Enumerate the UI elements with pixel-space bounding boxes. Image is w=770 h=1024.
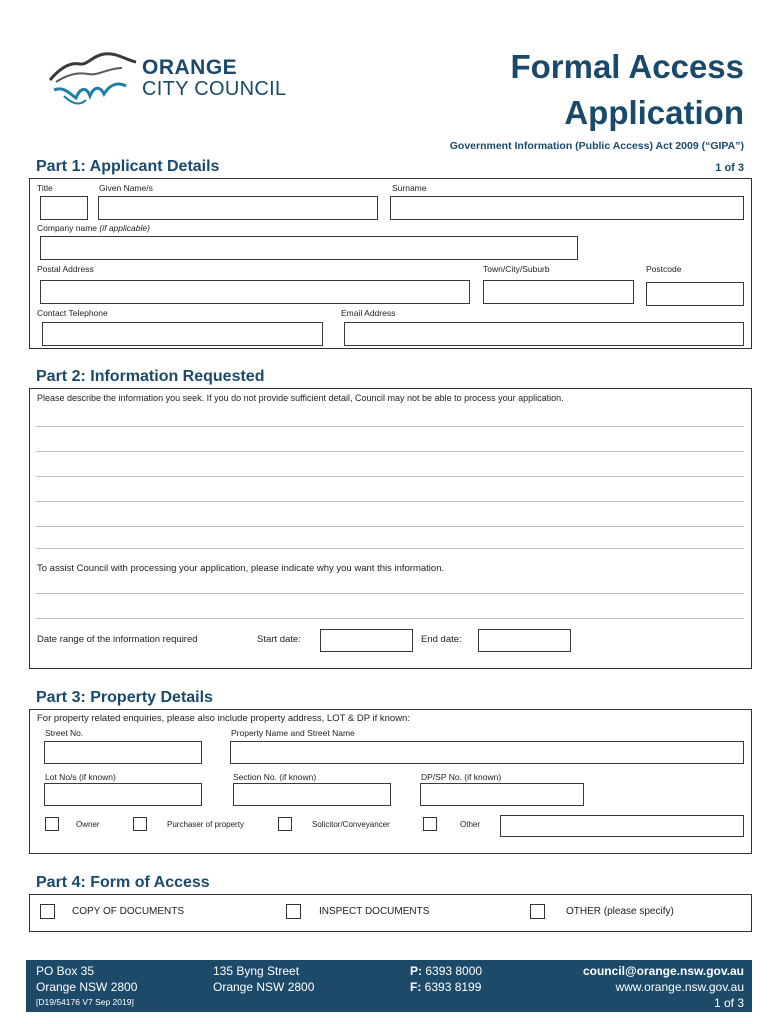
section-field[interactable] — [233, 783, 391, 806]
surname-label: Surname — [392, 183, 427, 193]
footer-website[interactable]: www.orange.nsw.gov.au — [615, 980, 744, 994]
inspect-documents-checkbox[interactable] — [286, 904, 301, 919]
act-subtitle: Government Information (Public Access) Act 2009 (“GIPA”) — [449, 140, 744, 152]
description-line-5[interactable] — [36, 526, 744, 527]
footer-ref: [D19/54176 V7 Sep 2019] — [36, 997, 134, 1007]
purchaser-checkbox[interactable] — [133, 817, 147, 831]
fax-number: 6393 8199 — [424, 980, 482, 994]
company-label-text: Company name — [37, 223, 98, 233]
property-name-label: Property Name and Street Name — [231, 728, 355, 738]
other-checkbox[interactable] — [423, 817, 437, 831]
company-label — [37, 223, 150, 233]
footer-email[interactable]: council@orange.nsw.gov.au — [582, 964, 744, 978]
footer-po-city: Orange NSW 2800 — [36, 980, 138, 994]
other-access-label: OTHER (please specify) — [566, 906, 674, 917]
other-label: Other — [460, 820, 481, 829]
other-access-checkbox[interactable] — [530, 904, 545, 919]
given-names-label: Given Name/s — [99, 183, 153, 193]
page-indicator: 1 of 3 — [715, 162, 744, 174]
postcode-label: Postcode — [646, 264, 682, 274]
footer-street: 135 Byng Street — [213, 964, 300, 978]
solicitor-label: Solicitor/Conveyancer — [312, 820, 390, 829]
postcode-field[interactable] — [646, 282, 744, 306]
lot-label: Lot No/s (if known) — [45, 772, 116, 782]
description-line-4[interactable] — [36, 501, 744, 502]
reason-line-2[interactable] — [36, 618, 744, 619]
email-label: Email Address — [341, 308, 396, 318]
description-line-1[interactable] — [36, 426, 744, 427]
phone-prefix: P: — [410, 964, 422, 978]
form-title-line1: Formal Access — [510, 48, 744, 85]
footer-page: 1 of 3 — [713, 996, 744, 1010]
council-logo — [46, 46, 316, 112]
part2-heading: Part 2: Information Requested — [36, 368, 265, 385]
footer-po-box: PO Box 35 — [36, 964, 95, 978]
phone-number: 6393 8000 — [425, 964, 483, 978]
lot-field[interactable] — [44, 783, 202, 806]
part2-section — [29, 388, 752, 669]
other-specify-field[interactable] — [500, 815, 744, 837]
footer-fax — [410, 980, 481, 994]
footer-street-city: Orange NSW 2800 — [213, 980, 315, 994]
title-field[interactable] — [40, 196, 88, 220]
inspect-documents-label: INSPECT DOCUMENTS — [319, 906, 430, 917]
logo-name-line1: ORANGE — [142, 56, 238, 79]
section-label: Section No. (if known) — [233, 772, 317, 782]
footer-phone — [410, 964, 482, 978]
postal-address-field[interactable] — [40, 280, 470, 304]
start-date-field[interactable] — [320, 629, 413, 652]
form-title-line2: Application — [564, 94, 744, 131]
copy-documents-checkbox[interactable] — [40, 904, 55, 919]
street-no-label: Street No. — [45, 728, 84, 738]
surname-field[interactable] — [390, 196, 744, 220]
logo-name-line2: CITY COUNCIL — [142, 78, 287, 100]
email-field[interactable] — [344, 322, 744, 346]
start-date-label: Start date: — [257, 634, 301, 645]
dp-field[interactable] — [420, 783, 584, 806]
end-date-label: End date: — [421, 634, 462, 645]
owner-label: Owner — [76, 820, 100, 829]
phone-label: Contact Telephone — [37, 308, 108, 318]
part4-heading: Part 4: Form of Access — [36, 874, 210, 891]
title-label: Title — [37, 183, 53, 193]
owner-checkbox[interactable] — [45, 817, 59, 831]
dp-label: DP/SP No. (if known) — [421, 772, 502, 782]
postal-address-label: Postal Address — [37, 264, 94, 274]
town-label: Town/City/Suburb — [483, 264, 550, 274]
company-field[interactable] — [40, 236, 578, 260]
date-range-label: Date range of the information required — [37, 634, 198, 645]
part1-heading: Part 1: Applicant Details — [36, 158, 220, 175]
given-names-field[interactable] — [98, 196, 378, 220]
description-line-6[interactable] — [36, 548, 744, 549]
copy-documents-label: COPY OF DOCUMENTS — [72, 906, 185, 917]
description-line-2[interactable] — [36, 451, 744, 452]
part2-instruction: Please describe the information you seek. If you do not provide sufficient detail, Council may not be able to process your application. — [37, 393, 564, 403]
purchaser-label: Purchaser of property — [167, 820, 244, 829]
description-line-3[interactable] — [36, 476, 744, 477]
street-no-field[interactable] — [44, 741, 202, 764]
town-field[interactable] — [483, 280, 634, 304]
end-date-field[interactable] — [478, 629, 571, 652]
reason-prompt: To assist Council with processing your application, please indicate why you want this information. — [37, 563, 445, 574]
phone-field[interactable] — [42, 322, 323, 346]
property-name-field[interactable] — [230, 741, 744, 764]
part3-instruction: For property related enquiries, please also include property address, LOT & DP if known: — [37, 713, 410, 724]
fax-prefix: F: — [410, 980, 422, 994]
company-label-note: (if applicable) — [99, 223, 150, 233]
solicitor-checkbox[interactable] — [278, 817, 292, 831]
reason-line-1[interactable] — [36, 593, 744, 594]
orange-landscape-icon — [46, 46, 138, 112]
part3-heading: Part 3: Property Details — [36, 689, 213, 706]
